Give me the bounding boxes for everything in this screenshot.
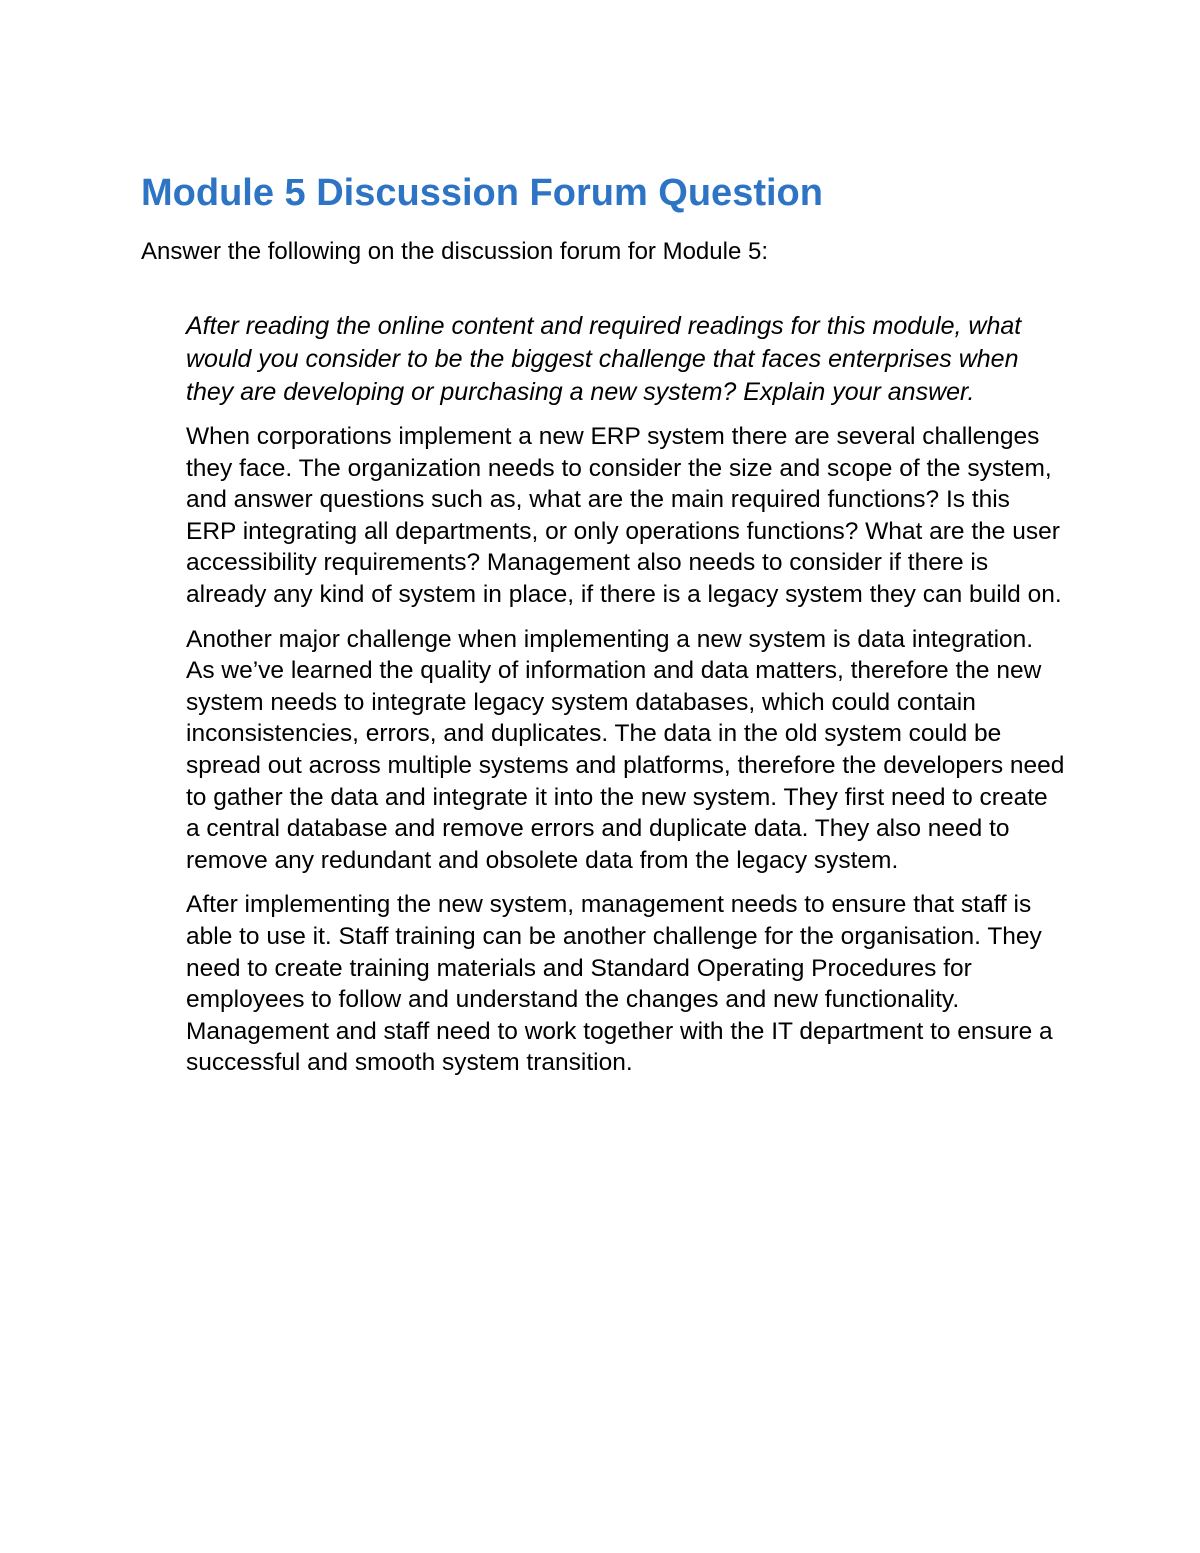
answer-block <box>186 310 1066 1092</box>
intro-text: Answer the following on the discussion forum for Module 5: <box>141 238 768 265</box>
answer-paragraph-2: Another major challenge when implementing a new system is data integration. As we’ve learned the quality of information and data matters, therefore the new system needs to integrate legacy system databases, which could contain inconsistencies, errors, and duplicates. The data in the old system could be spread out across multiple systems and platforms, therefore the developers need to gather the data and integrate it into the new system. They first need to create a central database and remove errors and duplicate data. They also need to remove any redundant and obsolete data from the legacy system. <box>186 625 1065 874</box>
answer-paragraph-1: When corporations implement a new ERP system there are several challenges they face. The organization needs to consider the size and scope of the system, and answer questions such as, what are the main required functions? Is this ERP integrating all departments, or only operations functions? What are the user accessibility requirements? Management also needs to consider if there is already any kind of system in place, if there is a legacy system they can build on. <box>186 423 1062 608</box>
page-title: Module 5 Discussion Forum Question <box>141 172 823 214</box>
question-text: After reading the online content and required readings for this module, what would you consider to be the biggest challenge that faces enterprises when they are developing or purchasing a new system? Explain your answer. <box>186 312 1022 406</box>
answer-paragraph-3: After implementing the new system, management needs to ensure that staff is able to use it. Staff training can be another challenge for the organisation. They need to create training materials and Standard Operating Procedures for employees to follow and understand the changes and new functionality. Management and staff need to work together with the IT department to ensure a successful and smooth system transition. <box>186 891 1053 1077</box>
